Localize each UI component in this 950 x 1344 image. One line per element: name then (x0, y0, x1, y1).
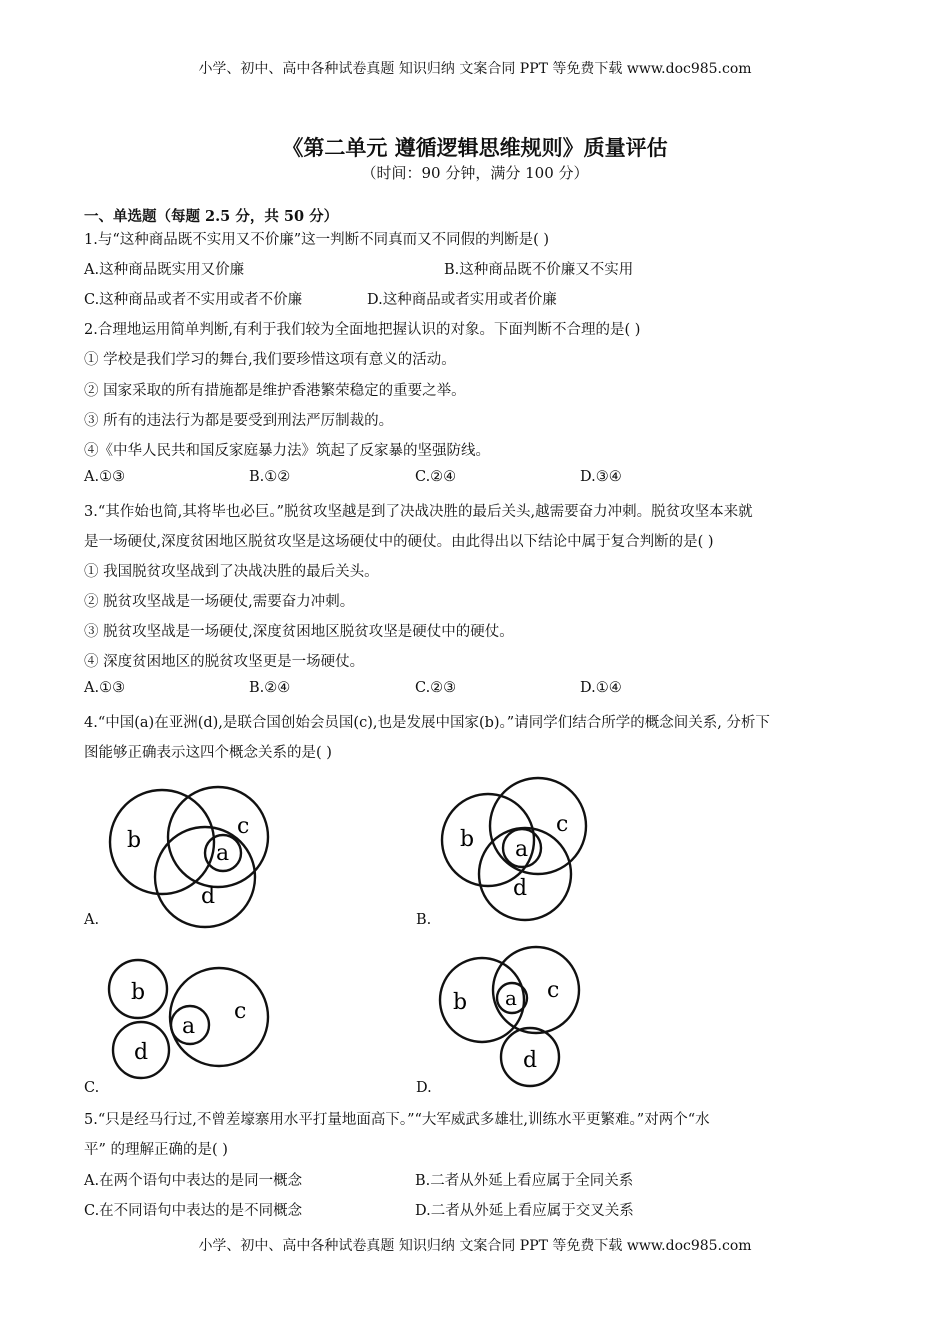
q5-stem-line2: 平” 的理解正确的是( ) (84, 1142, 228, 1158)
label-c: c (237, 814, 250, 839)
label-d: d (134, 1040, 149, 1065)
q1-option-d: D.这种商品或者实用或者价廉 (367, 292, 557, 308)
q3-stem-line2: 是一场硬仗,深度贫困地区脱贫攻坚是这场硬仗中的硬仗。由此得出以下结论中属于复合判断的是( ) (84, 534, 714, 550)
circle-b (110, 790, 214, 894)
q3-option-b: B.②④ (249, 680, 291, 696)
label-b: b (131, 980, 146, 1005)
label-a: a (182, 1014, 196, 1039)
exam-subtitle: （时间：90 分钟，满分 100 分） (361, 164, 589, 182)
label-b: b (460, 827, 475, 852)
q3-statement-4: ④ 深度贫困地区的脱贫攻坚更是一场硬仗。 (84, 654, 365, 670)
circle-d (155, 827, 255, 927)
q3-option-d: D.①④ (580, 680, 622, 696)
q2-option-c: C.②④ (415, 469, 457, 485)
circle-c (168, 787, 268, 887)
q1-option-b: B.这种商品既不价廉又不实用 (444, 262, 634, 278)
q2-option-a: A.①③ (84, 469, 126, 485)
venn-diagram-b (438, 770, 598, 925)
label-c: c (547, 978, 560, 1003)
label-a: a (515, 837, 529, 862)
page-footer: 小学、初中、高中各种试卷真题 知识归纳 文案合同 PPT 等免费下载 www.doc985.com (198, 1238, 752, 1254)
q2-statement-2: ② 国家采取的所有措施都是维护香港繁荣稳定的重要之举。 (84, 383, 466, 399)
q1-stem: 1.与“这种商品既不实用又不价廉”这一判断不同真而又不同假的判断是( ) (84, 232, 550, 248)
q4-option-c-label: C. (84, 1080, 100, 1096)
q4-option-a-label: A. (84, 912, 100, 928)
q2-option-d: D.③④ (580, 469, 622, 485)
label-d: d (201, 884, 216, 909)
q5-option-d: D.二者从外延上看应属于交叉关系 (415, 1203, 634, 1219)
q3-option-c: C.②③ (415, 680, 457, 696)
q4-stem-line2: 图能够正确表示这四个概念关系的是( ) (84, 745, 332, 761)
q2-statement-4: ④《中华人民共和国反家庭暴力法》筑起了反家暴的坚强防线。 (84, 443, 490, 459)
label-a: a (505, 986, 517, 1010)
q2-option-b: B.①② (249, 469, 291, 485)
q4-option-d-label: D. (416, 1080, 432, 1096)
q2-stem: 2.合理地运用简单判断,有利于我们较为全面地把握认识的对象。下面判断不合理的是( ) (84, 322, 641, 338)
label-b: b (127, 828, 142, 853)
label-a: a (216, 841, 230, 866)
venn-diagram-c (104, 955, 274, 1080)
venn-diagram-d (436, 945, 586, 1090)
q4-option-b-label: B. (416, 912, 432, 928)
label-b: b (453, 990, 468, 1015)
q5-option-a: A.在两个语句中表达的是同一概念 (84, 1173, 303, 1189)
q1-option-c: C.这种商品或者不实用或者不价廉 (84, 292, 303, 308)
section-heading: 一、单选题（每题 2.5 分，共 50 分） (84, 208, 339, 225)
label-c: c (234, 999, 247, 1024)
q3-statement-3: ③ 脱贫攻坚战是一场硬仗,深度贫困地区脱贫攻坚是硬仗中的硬仗。 (84, 624, 514, 640)
q5-option-c: C.在不同语句中表达的是不同概念 (84, 1203, 303, 1219)
label-c: c (556, 812, 569, 837)
q3-option-a: A.①③ (84, 680, 126, 696)
q5-option-b: B.二者从外延上看应属于全同关系 (415, 1173, 634, 1189)
label-d: d (523, 1048, 538, 1073)
q3-stem-line1: 3.“其作始也简,其将毕也必巨。”脱贫攻坚越是到了决战决胜的最后关头,越需要奋力冲刺。脱贫攻坚本来就 (84, 504, 753, 520)
venn-diagram-a (105, 785, 275, 930)
q2-statement-3: ③ 所有的违法行为都是要受到刑法严厉制裁的。 (84, 413, 394, 429)
page-header: 小学、初中、高中各种试卷真题 知识归纳 文案合同 PPT 等免费下载 www.doc985.com (198, 61, 752, 77)
q5-stem-line1: 5.“只是经马行过,不曾差壕寨用水平打量地面高下。”“大军威武多雄壮,训练水平更繁难。”对两个“水 (84, 1112, 710, 1128)
q3-statement-1: ① 我国脱贫攻坚战到了决战决胜的最后关头。 (84, 564, 379, 580)
q3-statement-2: ② 脱贫攻坚战是一场硬仗,需要奋力冲刺。 (84, 594, 355, 610)
q2-statement-1: ① 学校是我们学习的舞台,我们要珍惜这项有意义的活动。 (84, 352, 456, 368)
label-d: d (513, 876, 528, 901)
exam-title: 《第二单元 遵循逻辑思维规则》质量评估 (282, 135, 668, 160)
q4-stem-line1: 4.“中国(a)在亚洲(d),是联合国创始会员国(c),也是发展中国家(b)。”请同学们结合所学的概念间关系, 分析下 (84, 715, 770, 731)
q1-option-a: A.这种商品既实用又价廉 (84, 262, 245, 278)
